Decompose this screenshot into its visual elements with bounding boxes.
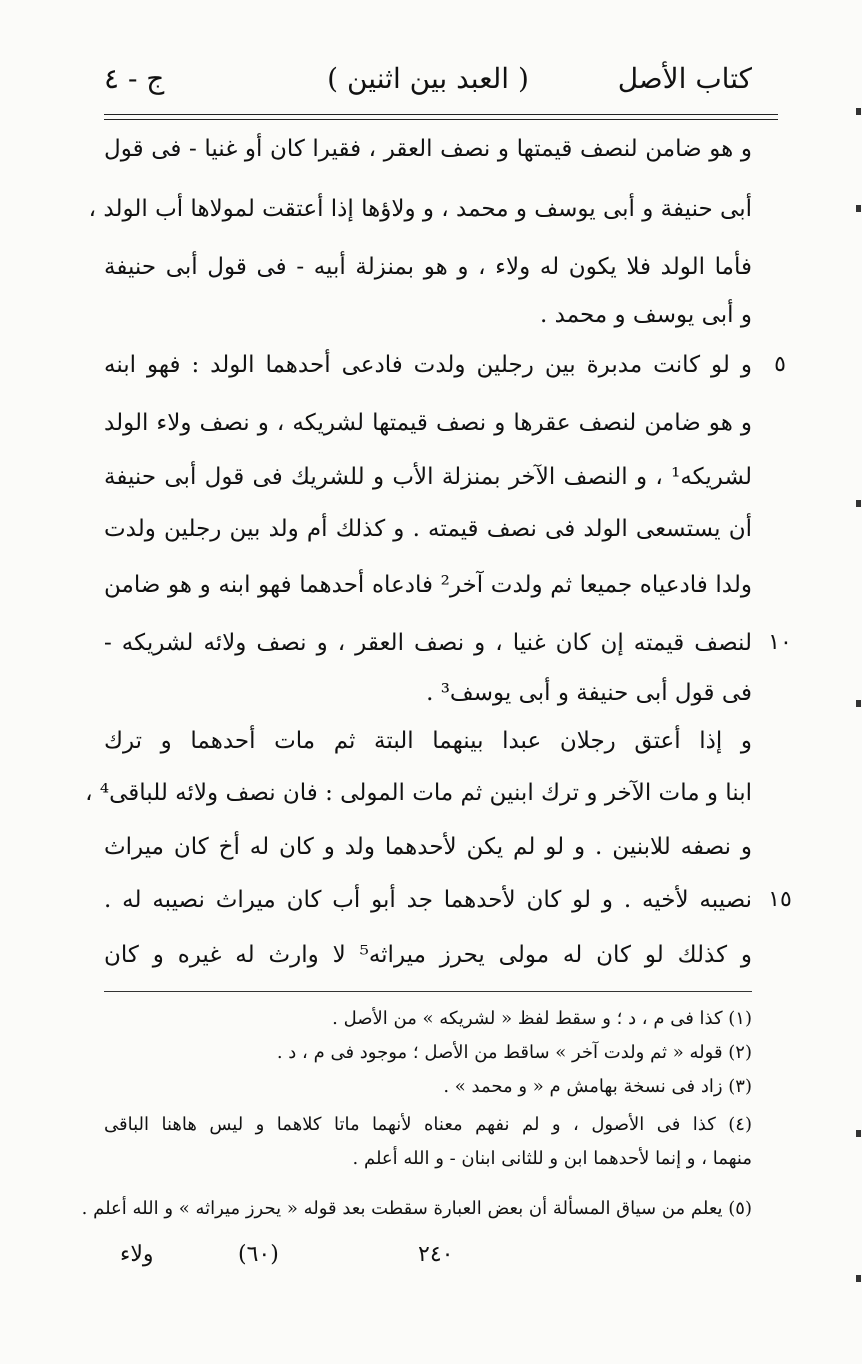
line-number: ١٠ [768,630,792,655]
text-line: و إذا أعتق رجلان عبدا بينهما البتة ثم مات أحدهما و ترك [104,728,752,754]
text-line: و أبى يوسف و محمد . [540,302,752,328]
scan-mark [856,108,861,115]
header-rule [104,114,778,115]
text-line: و هو ضامن لنصف عقرها و نصف قيمتها لشريكه ، و نصف ولاء الولد [104,410,752,436]
footnote: (٤) كذا فى الأصول ، و لم نفهم معناه لأنهما ماتا كلاهما و ليس هاهنا الباقى [104,1114,752,1135]
scan-mark [856,700,861,707]
running-header [104,56,752,106]
footnote: (٣) زاد فى نسخة بهامش م « و محمد » . [443,1076,752,1097]
footnote: (٢) قوله « ثم ولدت آخر » ساقط من الأصل ؛ موجود فى م ، د . [276,1042,752,1063]
text-line: ابنا و مات الآخر و ترك ابنين ثم مات المولى : فان نصف ولائه للباقى⁴ ، [85,780,752,806]
line-number: ١٥ [768,887,792,912]
footnote-rule [104,991,752,992]
text-line: أن يستسعى الولد فى نصف قيمته . و كذلك أم ولد بين رجلين ولدت [104,516,752,542]
scan-mark [856,205,861,212]
text-line: و هو ضامن لنصف قيمتها و نصف العقر ، فقيرا كان أو غنيا - فى قول [104,136,752,162]
text-line: فى قول أبى حنيفة و أبى يوسف³ . [426,680,752,706]
text-line: لنصف قيمته إن كان غنيا ، و نصف العقر ، و نصف ولائه لشريكه - [104,630,752,656]
scan-mark [856,500,861,507]
text-line: و نصفه للابنين . و لو لم يكن لأحدهما ولد و كان له أخ كان ميراث [104,834,752,860]
scan-mark [856,1130,861,1137]
book-title: كتاب الأصل [617,62,752,95]
text-line: نصيبه لأخيه . و لو كان لأحدهما جد أبو أب كان ميراث نصيبه له . [104,887,752,913]
text-line: و كذلك لو كان له مولى يحرز ميراثه⁵ لا وارث له غيره و كان [104,942,752,968]
text-line: لشريكه¹ ، و النصف الآخر بمنزلة الأب و للشريك فى قول أبى حنيفة [104,464,752,490]
footnote: (١) كذا فى م ، د ؛ و سقط لفظ « لشريكه » من الأصل . [332,1008,752,1029]
signature-mark: (٦٠) [238,1242,279,1267]
text-line: ولدا فادعياه جميعا ثم ولدت آخر² فادعاه أحدهما فهو ابنه و هو ضامن [104,572,752,598]
text-line: و لو كانت مدبرة بين رجلين ولدت فادعى أحدهما الولد : فهو ابنه [104,352,752,378]
text-line: أبى حنيفة و أبى يوسف و محمد ، و ولاؤها إذا أعتقت لمولاها أب الولد ، [88,196,752,222]
header-rule [104,119,778,120]
volume-label: ج - ٤ [104,62,165,95]
footnote: منهما ، و إنما لأحدهما ابن و للثانى ابنان - و الله أعلم . [352,1148,752,1169]
footnote: (٥) يعلم من سياق المسألة أن بعض العبارة سقطت بعد قوله « يحرز ميراثه » و الله أعلم . [81,1198,752,1219]
chapter-title: ( العبد بين اثنين ) [327,62,529,95]
scan-mark [856,1275,861,1282]
text-line: فأما الولد فلا يكون له ولاء ، و هو بمنزلة أبيه - فى قول أبى حنيفة [104,254,752,280]
catchword: ولاء [120,1242,154,1267]
line-number: ٥ [774,352,786,377]
page-number: ٢٤٠ [418,1242,454,1267]
